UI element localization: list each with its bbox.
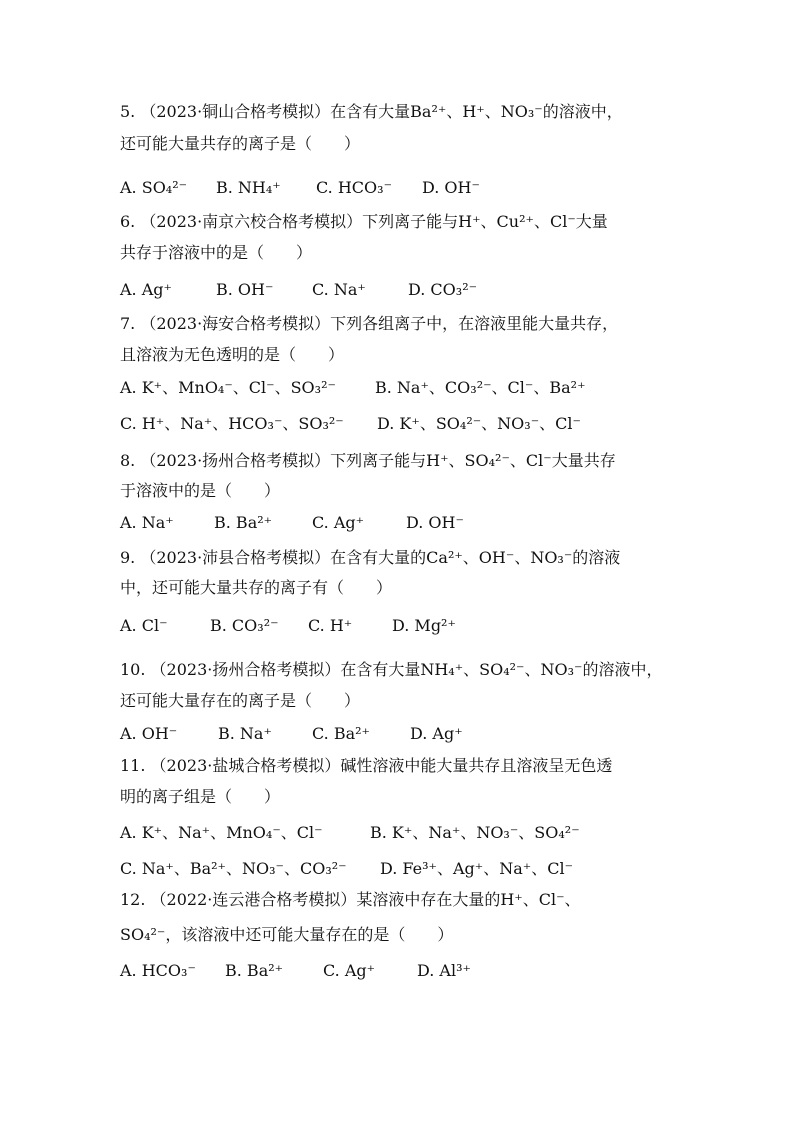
- q5-option-d: D. OH⁻: [422, 178, 480, 197]
- q8-stem-line2: 于溶液中的是（ ）: [120, 481, 281, 500]
- q8-option-d: D. OH⁻: [406, 513, 464, 532]
- q8-option-b: B. Ba²⁺: [214, 513, 273, 532]
- q9-option-c: C. H⁺: [308, 616, 353, 635]
- q11-option-c: C. Na⁺、Ba²⁺、NO₃⁻、CO₃²⁻: [120, 859, 347, 878]
- q6-option-b: B. OH⁻: [216, 280, 274, 299]
- q10-stem-line2: 还可能大量存在的离子是（ ）: [120, 691, 361, 710]
- q12-option-c: C. Ag⁺: [323, 961, 376, 980]
- q7-options-cd: [120, 414, 581, 434]
- q5-options: [120, 178, 480, 198]
- q11-stem-line2: 明的离子组是（ ）: [120, 787, 281, 806]
- q6-options: [120, 280, 477, 300]
- q10-option-a: A. OH⁻: [120, 724, 178, 743]
- q12-stem-line1: 12. （2022·连云港合格考模拟）某溶液中存在大量的H⁺、Cl⁻、: [120, 890, 581, 909]
- q6-stem-line1: 6. （2023·南京六校合格考模拟）下列离子能与H⁺、Cu²⁺、Cl⁻大量: [120, 212, 608, 231]
- q11-stem-line1: 11. （2023·盐城合格考模拟）碱性溶液中能大量共存且溶液呈无色透: [120, 756, 613, 775]
- q6-stem-line2: 共存于溶液中的是（ ）: [120, 243, 313, 262]
- q9-option-b: B. CO₃²⁻: [210, 616, 279, 635]
- q9-option-d: D. Mg²⁺: [392, 616, 456, 635]
- q12-stem-line2: SO₄²⁻，该溶液中还可能大量存在的是（ ）: [120, 925, 454, 944]
- q5-option-b: B. NH₄⁺: [216, 178, 281, 197]
- q10-option-c: C. Ba²⁺: [312, 724, 370, 743]
- q12-option-a: A. HCO₃⁻: [120, 961, 196, 980]
- q12-option-d: D. Al³⁺: [417, 961, 471, 980]
- q5-option-c: C. HCO₃⁻: [316, 178, 393, 197]
- q10-option-d: D. Ag⁺: [410, 724, 463, 743]
- q9-options: [120, 616, 456, 636]
- q6-option-d: D. CO₃²⁻: [408, 280, 478, 299]
- q12-options: [120, 961, 471, 981]
- q7-option-a: A. K⁺、MnO₄⁻、Cl⁻、SO₃²⁻: [120, 378, 336, 397]
- q7-option-c: C. H⁺、Na⁺、HCO₃⁻、SO₃²⁻: [120, 414, 344, 433]
- q8-option-c: C. Ag⁺: [312, 513, 365, 532]
- q6-option-a: A. Ag⁺: [120, 280, 172, 299]
- q7-option-b: B. Na⁺、CO₃²⁻、Cl⁻、Ba²⁺: [375, 378, 586, 397]
- q8-option-a: A. Na⁺: [120, 513, 174, 532]
- q11-options-ab: [120, 823, 580, 843]
- q5-stem-line1: 5. （2023·铜山合格考模拟）在含有大量Ba²⁺、H⁺、NO₃⁻的溶液中，: [120, 102, 623, 121]
- q11-option-b: B. K⁺、Na⁺、NO₃⁻、SO₄²⁻: [370, 823, 580, 842]
- q6-option-c: C. Na⁺: [312, 280, 366, 299]
- q9-stem-line2: 中，还可能大量共存的离子有（ ）: [120, 578, 393, 597]
- q7-stem-line1: 7. （2023·海安合格考模拟）下列各组离子中，在溶液里能大量共存，: [120, 314, 619, 333]
- q7-option-d: D. K⁺、SO₄²⁻、NO₃⁻、Cl⁻: [377, 414, 581, 433]
- q12-option-b: B. Ba²⁺: [225, 961, 284, 980]
- q11-options-cd: [120, 859, 573, 879]
- q5-stem-line2: 还可能大量共存的离子是（ ）: [120, 134, 361, 153]
- q11-option-a: A. K⁺、Na⁺、MnO₄⁻、Cl⁻: [120, 823, 323, 842]
- q7-options-ab: [120, 378, 586, 398]
- q8-stem-line1: 8. （2023·扬州合格考模拟）下列离子能与H⁺、SO₄²⁻、Cl⁻大量共存: [120, 451, 616, 470]
- q11-option-d: D. Fe³⁺、Ag⁺、Na⁺、Cl⁻: [380, 859, 574, 878]
- q9-stem-line1: 9. （2023·沛县合格考模拟）在含有大量的Ca²⁺、OH⁻、NO₃⁻的溶液: [120, 548, 621, 567]
- q10-option-b: B. Na⁺: [218, 724, 272, 743]
- q7-stem-line2: 且溶液为无色透明的是（ ）: [120, 345, 345, 364]
- q8-options: [120, 513, 464, 533]
- q9-option-a: A. Cl⁻: [120, 616, 168, 635]
- q5-option-a: A. SO₄²⁻: [120, 178, 188, 197]
- q10-stem-line1: 10. （2023·扬州合格考模拟）在含有大量NH₄⁺、SO₄²⁻、NO₃⁻的溶液中，: [120, 660, 663, 679]
- q10-options: [120, 724, 463, 744]
